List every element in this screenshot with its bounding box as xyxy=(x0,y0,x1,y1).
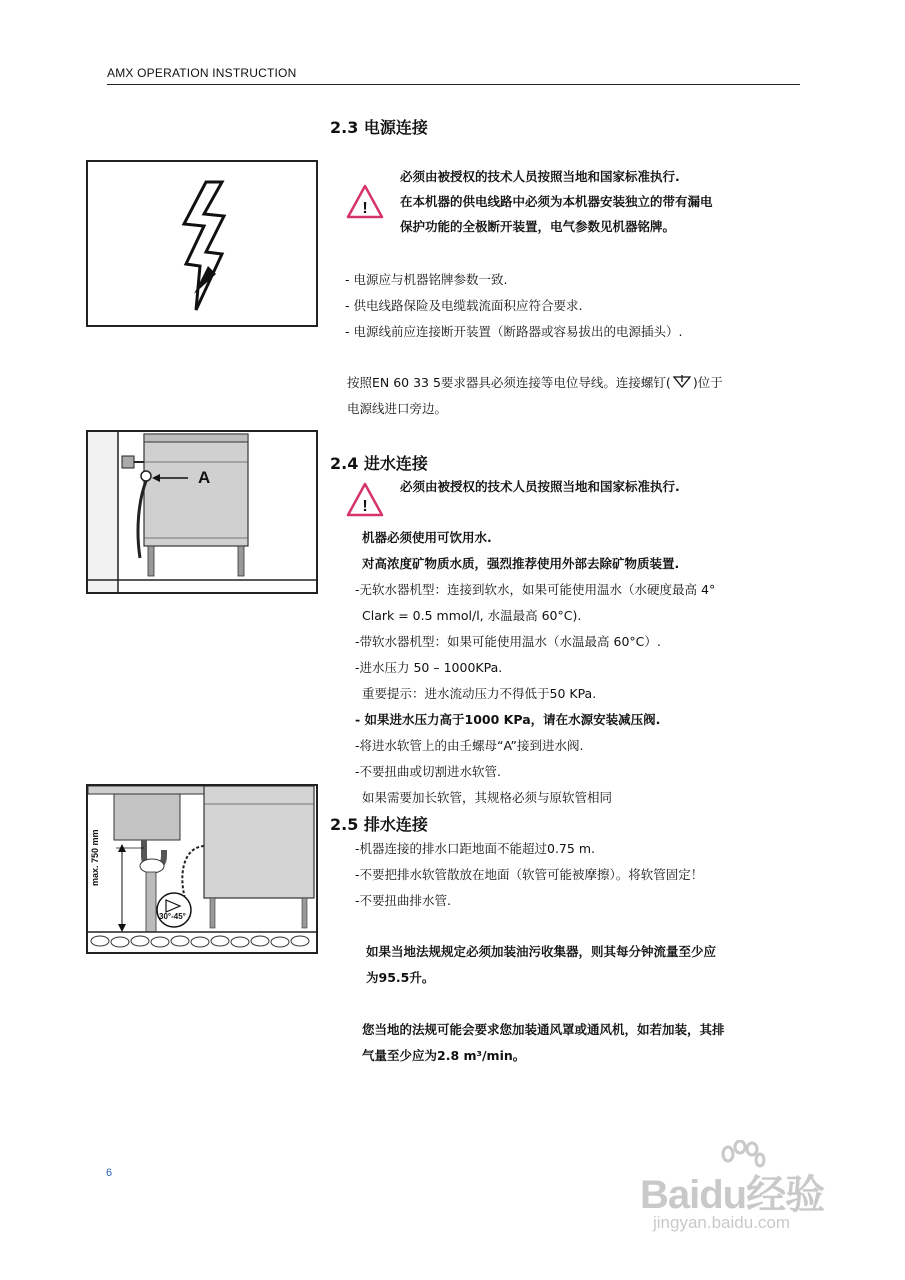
equipotential-text-part-1: 按照EN 60 33 5要求器具必须连接等电位导线。连接螺钉( xyxy=(347,375,671,390)
ventilation-note-line-1: 您当地的法规可能会要求您加装通风罩或通风机，如若加装，其排 xyxy=(362,1022,725,1037)
warning-text-line-2: 在本机器的供电线路中必须为本机器安装独立的带有漏电 xyxy=(400,194,713,209)
power-bullet-1: - 电源应与机器铭牌参数一致. xyxy=(345,272,508,287)
header-divider xyxy=(107,84,800,85)
water-line-10: -不要扭曲或切割进水软管. xyxy=(355,764,501,779)
drain-line-1: -机器连接的排水口距地面不能超过0.75 m. xyxy=(355,841,595,856)
warning-text-line-3: 保护功能的全极断开装置，电气参数见机器铭牌。 xyxy=(400,219,676,234)
grease-trap-note-line-1: 如果当地法规规定必须加装油污收集器，则其每分钟流量至少应 xyxy=(366,944,717,959)
equipotential-ground-icon xyxy=(672,375,692,389)
section-2-3-title: 2.3 电源连接 xyxy=(330,118,428,137)
connector-a-label: A xyxy=(198,468,211,487)
power-bullet-2: - 供电线路保险及电缆载流面积应符合要求. xyxy=(345,298,583,313)
power-bullet-3: - 电源线前应连接断开装置（断路器或容易拔出的电源插头）. xyxy=(345,324,683,339)
warning-triangle-icon xyxy=(345,183,385,221)
water-line-6: -进水压力 50 – 1000KPa. xyxy=(355,660,503,675)
water-line-9: -将进水软管上的由壬螺母“A”接到进水阀. xyxy=(355,738,584,753)
drain-illustration xyxy=(88,786,316,952)
drain-figure xyxy=(86,784,318,954)
drain-line-2: -不要把排水软管散放在地面（软管可能被摩擦）。将软管固定！ xyxy=(355,867,704,882)
equipotential-text-part-2: )位于 xyxy=(692,375,723,390)
water-inlet-illustration xyxy=(88,432,316,592)
water-line-7: 重要提示：进水流动压力不得低于50 KPa. xyxy=(362,686,597,701)
water-inlet-figure xyxy=(86,430,318,594)
warning-text-line-1: 必须由被授权的技术人员按照当地和国家标准执行. xyxy=(400,169,680,184)
water-line-1: 机器必须使用可饮用水. xyxy=(362,530,492,545)
water-line-5: -带软水器机型：如果可能使用温水（水温最高 60°C）. xyxy=(355,634,661,649)
water-line-2: 对高浓度矿物质水质，强烈推荐使用外部去除矿物质装置. xyxy=(362,556,680,571)
warning-triangle-icon-2 xyxy=(345,481,385,519)
water-line-11: 如果需要加长软管，其规格必须与原软管相同 xyxy=(362,790,613,805)
section-2-4-title: 2.4 进水连接 xyxy=(330,454,428,473)
page-number: 6 xyxy=(106,1167,113,1179)
watermark-baidu-jingyan: Baidu经验 xyxy=(640,1173,825,1217)
grease-trap-note-line-2: 为95.5升。 xyxy=(366,970,435,985)
water-line-8: - 如果进水压力高于1000 KPa，请在水源安装减压阀. xyxy=(355,712,661,727)
document-header-title: AMX OPERATION INSTRUCTION xyxy=(107,66,297,80)
drain-angle-label: 30°-45° xyxy=(159,912,186,921)
lightning-bolt-icon xyxy=(88,162,316,325)
electric-hazard-figure xyxy=(86,160,318,327)
equipotential-text-line-1 xyxy=(347,370,723,396)
water-line-3: -无软水器机型：连接到软水，如果可能使用温水（水硬度最高 4° xyxy=(355,582,716,597)
watermark-url: jingyan.baidu.com xyxy=(653,1213,791,1232)
section-2-5-title: 2.5 排水连接 xyxy=(330,815,428,834)
equipotential-text-line-2: 电源线进口旁边。 xyxy=(347,401,448,416)
water-warning-text: 必须由被授权的技术人员按照当地和国家标准执行. xyxy=(400,479,680,494)
water-line-4: Clark = 0.5 mmol/l, 水温最高 60°C). xyxy=(362,608,582,623)
max-height-label: max. 750 mm xyxy=(90,829,100,886)
svg-text:!: ! xyxy=(362,200,368,217)
drain-line-3: -不要扭曲排水管. xyxy=(355,893,451,908)
svg-text:!: ! xyxy=(362,498,368,515)
ventilation-note-line-2: 气量至少应为2.8 m³/min。 xyxy=(362,1048,526,1063)
